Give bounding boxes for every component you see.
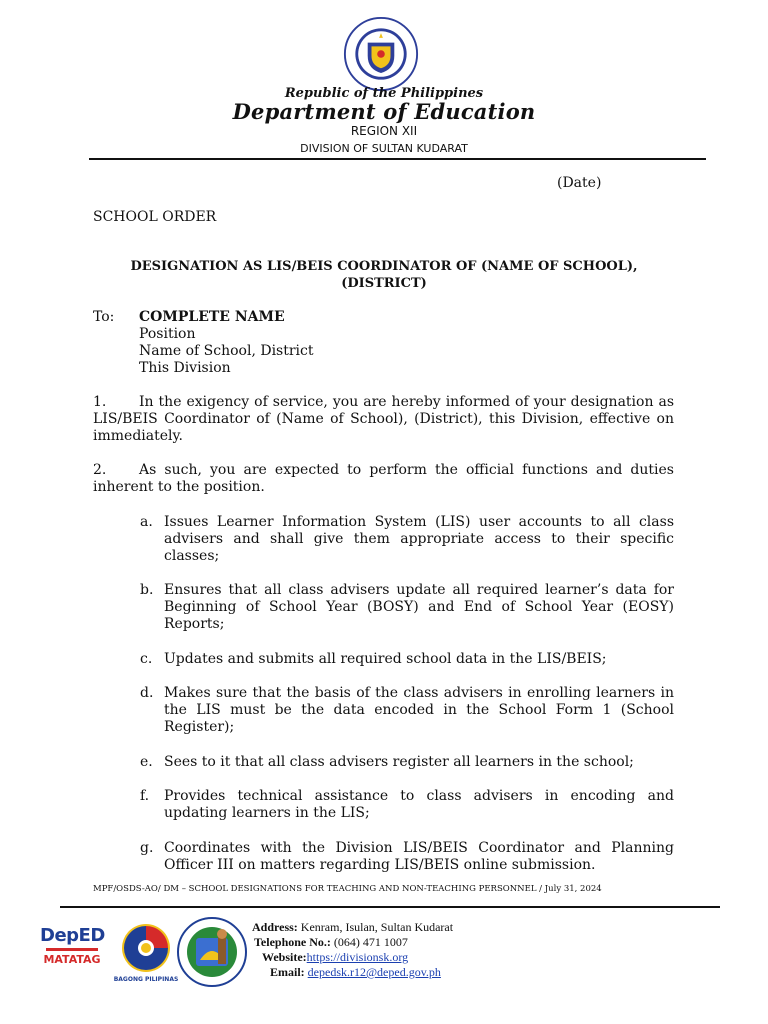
document-type: SCHOOL ORDER: [93, 209, 217, 225]
duty-text: Sees to it that all class advisers register all learners in the school;: [164, 754, 634, 770]
deped-seal-logo: [343, 16, 419, 92]
email-label: Email:: [270, 965, 305, 979]
telephone-value: (064) 471 1007: [333, 935, 408, 949]
duty-label: b.: [140, 582, 154, 598]
subject-line-1: DESIGNATION AS LIS/BEIS COORDINATOR OF (NAME OF SCHOOL),: [130, 259, 638, 274]
website-label: Website:: [262, 950, 307, 964]
duty-text: Makes sure that the basis of the class advisers in enrolling learners in the LIS must be the data encoded in the School Form 1 (School Register);: [164, 685, 674, 735]
address-line: [252, 920, 453, 935]
duty-label: e.: [140, 754, 153, 770]
duty-item-f: [140, 788, 674, 822]
division-heading: DIVISION OF SULTAN KUDARAT: [300, 142, 468, 155]
paragraph-1: [93, 394, 674, 445]
division-seal-icon: [176, 916, 248, 988]
deped-underline: [46, 948, 98, 951]
duty-label: d.: [140, 685, 154, 701]
department-heading: Department of Education: [232, 99, 536, 124]
paragraph-text: In the exigency of service, you are hereby informed of your designation as LIS/BEIS Coordinator of (Name of School), (District), this Division, effective on immediately.: [93, 394, 674, 444]
duty-item-a: [140, 514, 674, 565]
email-link[interactable]: depedsk.r12@deped.gov.ph: [307, 965, 441, 979]
paragraph-text: As such, you are expected to perform the official functions and duties inherent to the position.: [93, 462, 674, 495]
paragraph-number: 2.: [93, 462, 107, 478]
recipient-division: This Division: [139, 360, 231, 376]
address-value: Kenram, Isulan, Sultan Kudarat: [300, 920, 454, 934]
telephone-label: Telephone No.:: [254, 935, 331, 949]
contact-block: [252, 920, 453, 980]
duty-text: Issues Learner Information System (LIS) user accounts to all class advisers and shall give them appropriate access to their specific classes;: [164, 514, 674, 564]
duty-text: Ensures that all class advisers update all required learner’s data for Beginning of School Year (BOSY) and End of School Year (EOSY) Reports;: [164, 582, 674, 632]
duty-item-g: [140, 840, 674, 874]
duty-item-d: [140, 685, 674, 736]
website-line: [252, 950, 453, 965]
subject-line-2: (DISTRICT): [341, 276, 427, 291]
duty-label: g.: [140, 840, 154, 856]
recipient-name: COMPLETE NAME: [139, 309, 285, 325]
deped-wordmark: DepED: [40, 925, 105, 946]
header-divider: [89, 158, 706, 160]
bagong-pilipinas-logo-icon: [116, 922, 176, 974]
duty-text: Coordinates with the Division LIS/BEIS Coordinator and Planning Officer III on matters regarding LIS/BEIS online submission.: [164, 840, 674, 873]
duty-label: f.: [140, 788, 150, 804]
duty-item-b: [140, 582, 674, 633]
address-label: Address:: [252, 920, 298, 934]
duty-item-e: [140, 754, 674, 771]
duty-label: a.: [140, 514, 153, 530]
deped-matatag-logo: [40, 925, 104, 985]
recipient-position: Position: [139, 326, 196, 342]
telephone-line: [252, 935, 453, 950]
duty-text: Updates and submits all required school data in the LIS/BEIS;: [164, 651, 607, 667]
date-placeholder: (Date): [557, 175, 602, 191]
republic-heading: Republic of the Philippines: [284, 86, 484, 101]
document-reference-code: MPF/OSDS-AO/ DM – SCHOOL DESIGNATIONS FOR TEACHING AND NON-TEACHING PERSONNEL / July 31, 2024: [93, 884, 602, 894]
website-link[interactable]: https://divisionsk.org: [306, 950, 409, 964]
subject-heading: [93, 258, 675, 292]
email-line: [252, 965, 453, 980]
paragraph-2: [93, 462, 674, 496]
paragraph-number: 1.: [93, 394, 107, 410]
duty-item-c: [140, 651, 674, 668]
footer-divider: [60, 906, 720, 908]
bagong-pilipinas-label: BAGONG PILIPINAS: [113, 976, 179, 983]
recipient-school: Name of School, District: [139, 343, 314, 359]
duty-text: Provides technical assistance to class advisers in encoding and updating learners in the LIS;: [164, 788, 674, 821]
duty-label: c.: [140, 651, 153, 667]
to-label: To:: [93, 309, 115, 325]
matatag-wordmark: MATATAG: [43, 953, 101, 966]
region-heading: REGION XII: [350, 124, 418, 138]
